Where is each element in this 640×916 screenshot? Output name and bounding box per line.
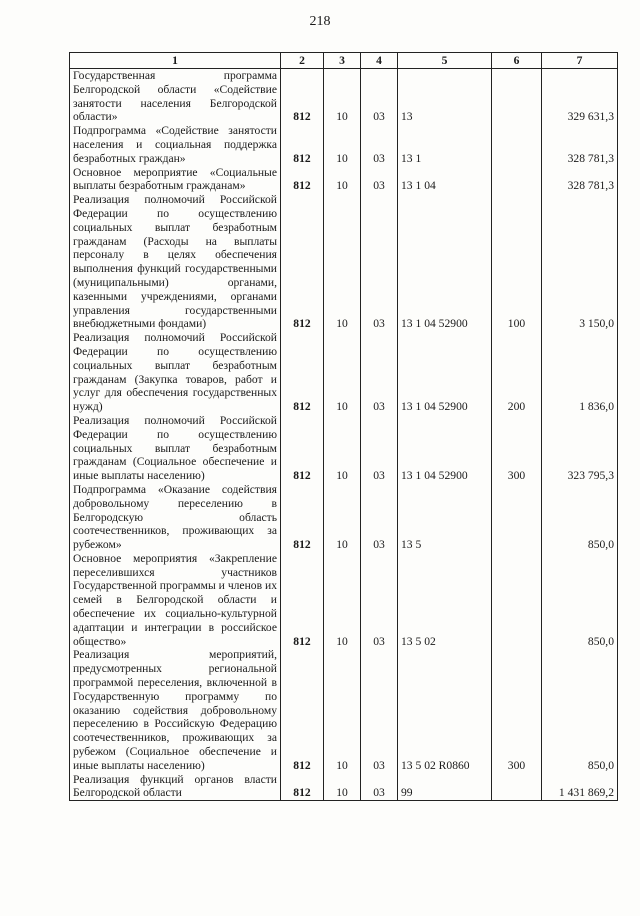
subsection-code: 03 <box>361 69 398 125</box>
budget-table <box>69 52 618 801</box>
department-code: 812 <box>281 166 324 194</box>
subsection-code: 03 <box>361 552 398 649</box>
page-number: 218 <box>309 14 331 29</box>
department-code: 812 <box>281 331 324 414</box>
amount: 328 781,3 <box>542 166 618 194</box>
expense-type-code <box>492 166 542 194</box>
table-row <box>70 166 618 194</box>
section-code: 10 <box>324 414 361 483</box>
amount: 850,0 <box>542 648 618 772</box>
expense-type-code: 300 <box>492 414 542 483</box>
column-header: 1 <box>70 53 281 69</box>
table-row <box>70 773 618 801</box>
table-header <box>70 53 618 69</box>
section-code: 10 <box>324 773 361 801</box>
department-code: 812 <box>281 414 324 483</box>
target-article-code: 13 1 04 <box>398 166 492 194</box>
expense-name: Реализация мероприятий, предусмотренных региональной программой переселения, включенной в Государственную программу по оказанию содействия добровольному переселению в Российскую Федерацию соотечественников, проживающих за рубежом (Социальное обеспечение и иные выплаты населению) <box>70 648 281 772</box>
amount: 850,0 <box>542 552 618 649</box>
table-row <box>70 483 618 552</box>
subsection-code: 03 <box>361 648 398 772</box>
subsection-code: 03 <box>361 166 398 194</box>
table-row <box>70 648 618 772</box>
column-header: 5 <box>398 53 492 69</box>
department-code: 812 <box>281 552 324 649</box>
table-row <box>70 193 618 331</box>
expense-type-code <box>492 69 542 125</box>
subsection-code: 03 <box>361 124 398 165</box>
expense-type-code: 300 <box>492 648 542 772</box>
target-article-code: 13 1 04 52900 <box>398 331 492 414</box>
expense-name: Подпрограмма «Содействие занятости населения и социальная поддержка безработных граждан» <box>70 124 281 165</box>
amount: 1 431 869,2 <box>542 773 618 801</box>
expense-type-code: 200 <box>492 331 542 414</box>
department-code: 812 <box>281 193 324 331</box>
department-code: 812 <box>281 648 324 772</box>
target-article-code: 13 <box>398 69 492 125</box>
table-row <box>70 552 618 649</box>
section-code: 10 <box>324 552 361 649</box>
section-code: 10 <box>324 331 361 414</box>
table-row <box>70 331 618 414</box>
section-code: 10 <box>324 483 361 552</box>
section-code: 10 <box>324 124 361 165</box>
expense-type-code <box>492 773 542 801</box>
column-header: 4 <box>361 53 398 69</box>
target-article-code: 13 5 02 <box>398 552 492 649</box>
section-code: 10 <box>324 69 361 125</box>
target-article-code: 13 1 <box>398 124 492 165</box>
department-code: 812 <box>281 124 324 165</box>
subsection-code: 03 <box>361 414 398 483</box>
expense-name: Подпрограмма «Оказание содействия добровольному переселению в Белгородскую область соотечественников, проживающих за рубежом» <box>70 483 281 552</box>
column-header: 3 <box>324 53 361 69</box>
amount: 850,0 <box>542 483 618 552</box>
section-code: 10 <box>324 648 361 772</box>
table-body <box>70 69 618 801</box>
department-code: 812 <box>281 69 324 125</box>
expense-type-code: 100 <box>492 193 542 331</box>
amount: 329 631,3 <box>542 69 618 125</box>
department-code: 812 <box>281 773 324 801</box>
table-row <box>70 69 618 125</box>
expense-name: Государственная программа Белгородской области «Содействие занятости населения Белгородской области» <box>70 69 281 125</box>
expense-type-code <box>492 124 542 165</box>
expense-name: Реализация функций органов власти Белгородской области <box>70 773 281 801</box>
column-header: 6 <box>492 53 542 69</box>
amount: 1 836,0 <box>542 331 618 414</box>
target-article-code: 13 5 02 R0860 <box>398 648 492 772</box>
table-row <box>70 414 618 483</box>
subsection-code: 03 <box>361 773 398 801</box>
subsection-code: 03 <box>361 483 398 552</box>
amount: 323 795,3 <box>542 414 618 483</box>
target-article-code: 13 1 04 52900 <box>398 193 492 331</box>
expense-name: Основное мероприятия «Закрепление переселившихся участников Государственной программы и членов их семей в Белгородской области и обеспечение их социально-культурной адаптации и интеграции в российское общество» <box>70 552 281 649</box>
expense-type-code <box>492 552 542 649</box>
target-article-code: 99 <box>398 773 492 801</box>
expense-type-code <box>492 483 542 552</box>
expense-name: Основное мероприятие «Социальные выплаты безработным гражданам» <box>70 166 281 194</box>
expense-name: Реализация полномочий Российской Федерации по осуществлению социальных выплат безработным гражданам (Социальное обеспечение и иные выплаты населению) <box>70 414 281 483</box>
table-row <box>70 124 618 165</box>
column-header: 2 <box>281 53 324 69</box>
expense-name: Реализация полномочий Российской Федерации по осуществлению социальных выплат безработным гражданам (Расходы на выплаты персоналу в целях обеспечения выполнения функций государственными (муниципальными) органами, казенными учреждениями, органами управления государственными внебюджетными фондами) <box>70 193 281 331</box>
expense-name: Реализация полномочий Российской Федерации по осуществлению социальных выплат безработным гражданам (Закупка товаров, работ и услуг для обеспечения государственных нужд) <box>70 331 281 414</box>
department-code: 812 <box>281 483 324 552</box>
target-article-code: 13 1 04 52900 <box>398 414 492 483</box>
subsection-code: 03 <box>361 331 398 414</box>
amount: 328 781,3 <box>542 124 618 165</box>
section-code: 10 <box>324 193 361 331</box>
subsection-code: 03 <box>361 193 398 331</box>
section-code: 10 <box>324 166 361 194</box>
column-header: 7 <box>542 53 618 69</box>
amount: 3 150,0 <box>542 193 618 331</box>
target-article-code: 13 5 <box>398 483 492 552</box>
